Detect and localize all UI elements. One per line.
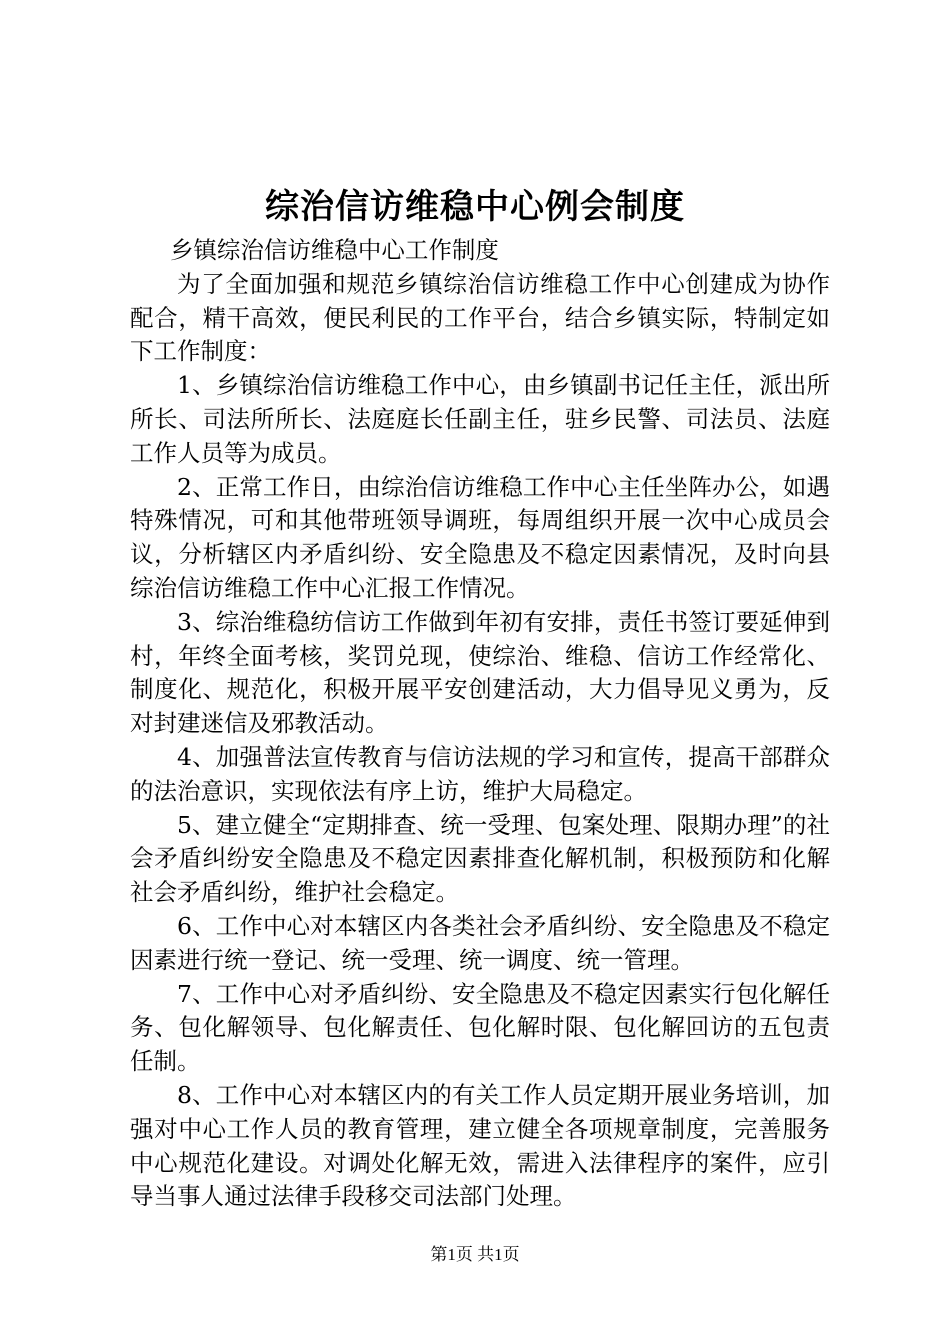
document-subtitle: 乡镇综治信访维稳中心工作制度 xyxy=(169,236,499,264)
document-body xyxy=(130,234,830,1214)
page-footer: 第1页 共1页 xyxy=(430,1245,520,1264)
rule-paragraph-1: 1、乡镇综治信访维稳工作中心，由乡镇副书记任主任，派出所所长、司法所所长、法庭庭长任副主任，驻乡民警、司法员、法庭工作人员等为成员。 xyxy=(130,371,830,467)
intro-paragraph: 为了全面加强和规范乡镇综治信访维稳工作中心创建成为协作配合，精干高效，便民利民的工作平台，结合乡镇实际，特制定如下工作制度： xyxy=(130,269,830,366)
document-title: 综治信访维稳中心例会制度 xyxy=(265,187,685,227)
rule-paragraph-4: 4、加强普法宣传教育与信访法规的学习和宣传，提高干部群众的法治意识，实现依法有序上访，维护大局稳定。 xyxy=(130,742,830,805)
rule-paragraph-8: 8、工作中心对本辖区内的有关工作人员定期开展业务培训，加强对中心工作人员的教育管理，建立健全各项规章制度，完善服务中心规范化建设。对调处化解无效，需进入法律程序的案件，应引导当事人通过法律手段移交司法部门处理。 xyxy=(130,1080,830,1211)
rule-paragraph-7: 7、工作中心对矛盾纠纷、安全隐患及不稳定因素实行包化解任务、包化解领导、包化解责任、包化解时限、包化解回访的五包责任制。 xyxy=(130,979,830,1076)
rule-paragraph-2: 2、正常工作日，由综治信访维稳工作中心主任坐阵办公，如遇特殊情况，可和其他带班领导调班，每周组织开展一次中心成员会议，分析辖区内矛盾纠纷、安全隐患及不稳定因素情况，及时向县综治信访维稳工作中心汇报工作情况。 xyxy=(130,472,830,602)
rule-paragraph-5: 5、建立健全“定期排查、统一受理、包案处理、限期办理”的社会矛盾纠纷安全隐患及不稳定因素排查化解机制，积极预防和化解社会矛盾纠纷，维护社会稳定。 xyxy=(130,810,830,907)
rule-paragraph-6: 6、工作中心对本辖区内各类社会矛盾纠纷、安全隐患及不稳定因素进行统一登记、统一受理、统一调度、统一管理。 xyxy=(130,911,830,974)
rule-paragraph-3: 3、综治维稳纺信访工作做到年初有安排，责任书签订要延伸到村，年终全面考核，奖罚兑现，使综治、维稳、信访工作经常化、制度化、规范化，积极开展平安创建活动，大力倡导见义勇为，反对封建迷信及邪教活动。 xyxy=(130,607,830,738)
